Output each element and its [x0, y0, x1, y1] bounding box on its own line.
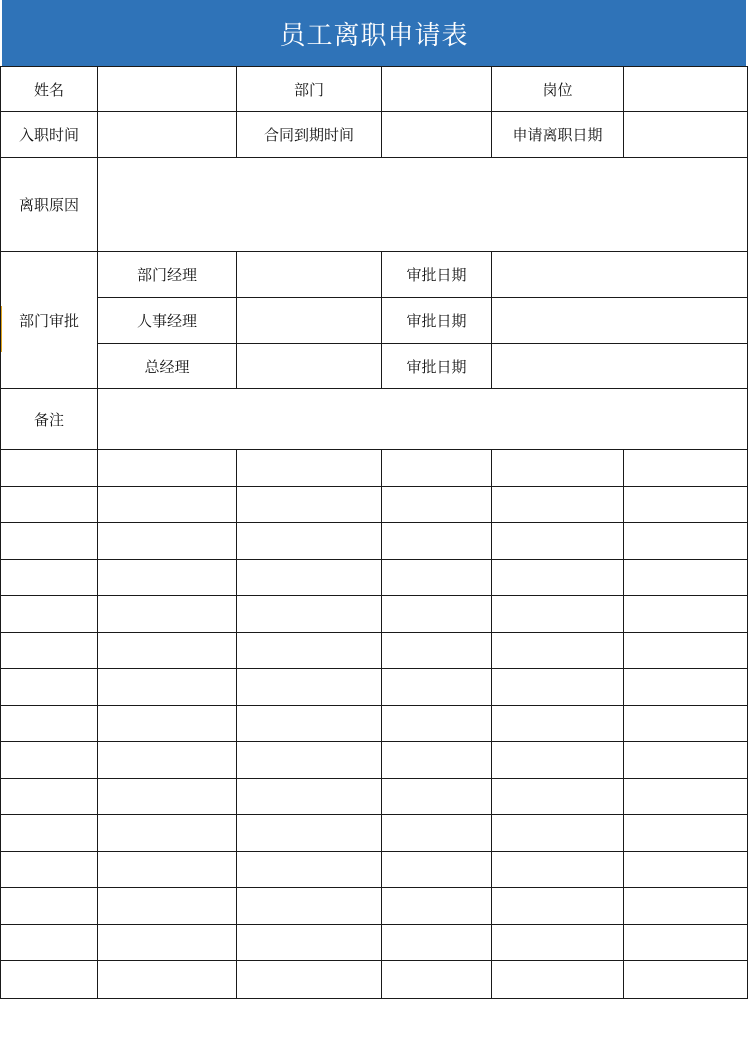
blank-cell[interactable] [98, 523, 237, 560]
blank-cell[interactable] [237, 706, 382, 742]
blank-cell[interactable] [1, 779, 98, 815]
blank-cell[interactable] [98, 450, 237, 487]
blank-cell[interactable] [98, 852, 237, 888]
approval-date-field[interactable] [492, 252, 748, 298]
blank-row [1, 706, 748, 742]
blank-cell[interactable] [1, 742, 98, 779]
remarks-field[interactable] [98, 389, 748, 450]
blank-cell[interactable] [237, 669, 382, 706]
blank-cell[interactable] [1, 487, 98, 523]
blank-row [1, 596, 748, 633]
blank-cell[interactable] [492, 742, 624, 779]
blank-cell[interactable] [237, 487, 382, 523]
approval-date-label: 审批日期 [382, 298, 492, 344]
blank-cell[interactable] [624, 560, 748, 596]
blank-cell[interactable] [382, 888, 492, 925]
blank-cell[interactable] [237, 742, 382, 779]
position-label: 岗位 [492, 67, 624, 112]
blank-cell[interactable] [624, 815, 748, 852]
blank-cell[interactable] [624, 523, 748, 560]
reason-row [1, 158, 748, 252]
blank-cell[interactable] [237, 815, 382, 852]
blank-cell[interactable] [492, 706, 624, 742]
blank-cell[interactable] [1, 669, 98, 706]
department-approval-label: 部门审批 [1, 252, 98, 389]
blank-row [1, 560, 748, 596]
blank-row [1, 815, 748, 852]
blank-cell[interactable] [382, 450, 492, 487]
blank-cell[interactable] [492, 925, 624, 961]
blank-row [1, 633, 748, 669]
blank-row [1, 779, 748, 815]
blank-row [1, 523, 748, 560]
blank-cell[interactable] [98, 560, 237, 596]
blank-cell[interactable] [237, 779, 382, 815]
blank-cell[interactable] [237, 523, 382, 560]
reason-field[interactable] [98, 158, 748, 252]
blank-cell[interactable] [492, 888, 624, 925]
blank-cell[interactable] [98, 596, 237, 633]
department-label: 部门 [237, 67, 382, 112]
blank-row [1, 961, 748, 999]
blank-cell[interactable] [624, 450, 748, 487]
remarks-label: 备注 [1, 389, 98, 450]
approval-date-label: 审批日期 [382, 344, 492, 389]
blank-cell[interactable] [382, 925, 492, 961]
blank-row [1, 742, 748, 779]
contract-end-field[interactable] [382, 112, 492, 158]
blank-cell[interactable] [98, 779, 237, 815]
approver-role-label: 部门经理 [98, 252, 237, 298]
dates-row [1, 112, 748, 158]
blank-cell[interactable] [382, 669, 492, 706]
blank-cell[interactable] [1, 852, 98, 888]
blank-cell[interactable] [492, 669, 624, 706]
approver-signature-field[interactable] [237, 252, 382, 298]
blank-cell[interactable] [624, 633, 748, 669]
blank-cell[interactable] [1, 596, 98, 633]
blank-cell[interactable] [98, 706, 237, 742]
blank-cell[interactable] [1, 523, 98, 560]
name-field[interactable] [98, 67, 237, 112]
blank-cell[interactable] [237, 560, 382, 596]
approver-role-label: 总经理 [98, 344, 237, 389]
blank-cell[interactable] [382, 560, 492, 596]
blank-cell[interactable] [98, 888, 237, 925]
name-label: 姓名 [1, 67, 98, 112]
approval-date-label: 审批日期 [382, 252, 492, 298]
blank-cell[interactable] [382, 523, 492, 560]
blank-cell[interactable] [624, 888, 748, 925]
blank-cell[interactable] [382, 706, 492, 742]
blank-cell[interactable] [1, 888, 98, 925]
blank-cell[interactable] [382, 779, 492, 815]
approver-signature-field[interactable] [237, 298, 382, 344]
hire-date-field[interactable] [98, 112, 237, 158]
blank-cell[interactable] [492, 487, 624, 523]
blank-cell[interactable] [237, 633, 382, 669]
blank-cell[interactable] [98, 633, 237, 669]
blank-cell[interactable] [624, 742, 748, 779]
blank-cell[interactable] [237, 925, 382, 961]
position-field[interactable] [624, 67, 748, 112]
blank-cell[interactable] [237, 596, 382, 633]
blank-cell[interactable] [382, 487, 492, 523]
blank-cell[interactable] [237, 852, 382, 888]
approval-row [1, 252, 748, 298]
blank-cell[interactable] [624, 925, 748, 961]
resign-date-field[interactable] [624, 112, 748, 158]
blank-cell[interactable] [624, 706, 748, 742]
approval-row [1, 344, 748, 389]
blank-cell[interactable] [624, 961, 748, 999]
blank-cell[interactable] [382, 961, 492, 999]
blank-cell[interactable] [98, 669, 237, 706]
approver-signature-field[interactable] [237, 344, 382, 389]
blank-cell[interactable] [624, 669, 748, 706]
blank-cell[interactable] [1, 706, 98, 742]
blank-cell[interactable] [382, 742, 492, 779]
approval-row [1, 298, 748, 344]
blank-cell[interactable] [492, 779, 624, 815]
blank-cell[interactable] [382, 633, 492, 669]
blank-cell[interactable] [98, 742, 237, 779]
contract-end-label: 合同到期时间 [237, 112, 382, 158]
blank-cell[interactable] [98, 925, 237, 961]
blank-cell[interactable] [492, 523, 624, 560]
blank-cell[interactable] [237, 888, 382, 925]
blank-cell[interactable] [1, 961, 98, 999]
blank-cell[interactable] [1, 815, 98, 852]
blank-row [1, 888, 748, 925]
blank-row [1, 450, 748, 487]
blank-cell[interactable] [492, 852, 624, 888]
blank-cell[interactable] [382, 596, 492, 633]
blank-cell[interactable] [237, 961, 382, 999]
blank-row [1, 925, 748, 961]
blank-cell[interactable] [492, 450, 624, 487]
blank-cell[interactable] [98, 961, 237, 999]
reason-label: 离职原因 [1, 158, 98, 252]
blank-cell[interactable] [1, 450, 98, 487]
blank-cell[interactable] [624, 852, 748, 888]
blank-row [1, 487, 748, 523]
department-field[interactable] [382, 67, 492, 112]
hire-date-label: 入职时间 [1, 112, 98, 158]
blank-cell[interactable] [492, 961, 624, 999]
blank-cell[interactable] [1, 925, 98, 961]
blank-cell[interactable] [98, 815, 237, 852]
blank-row [1, 852, 748, 888]
approval-date-field[interactable] [492, 344, 748, 389]
blank-cell[interactable] [382, 815, 492, 852]
blank-cell[interactable] [1, 560, 98, 596]
approver-role-label: 人事经理 [98, 298, 237, 344]
blank-cell[interactable] [237, 450, 382, 487]
blank-cell[interactable] [624, 596, 748, 633]
blank-cell[interactable] [624, 487, 748, 523]
blank-cell[interactable] [98, 487, 237, 523]
resignation-form-table [0, 66, 748, 999]
remarks-row [1, 389, 748, 450]
basic-info-row [1, 67, 748, 112]
form-title: 员工离职申请表 [2, 0, 746, 66]
resign-date-label: 申请离职日期 [492, 112, 624, 158]
blank-cell[interactable] [492, 596, 624, 633]
blank-cell[interactable] [492, 560, 624, 596]
blank-cell[interactable] [624, 779, 748, 815]
blank-cell[interactable] [382, 852, 492, 888]
blank-cell[interactable] [492, 815, 624, 852]
approval-date-field[interactable] [492, 298, 748, 344]
blank-cell[interactable] [492, 633, 624, 669]
blank-cell[interactable] [1, 633, 98, 669]
blank-row [1, 669, 748, 706]
